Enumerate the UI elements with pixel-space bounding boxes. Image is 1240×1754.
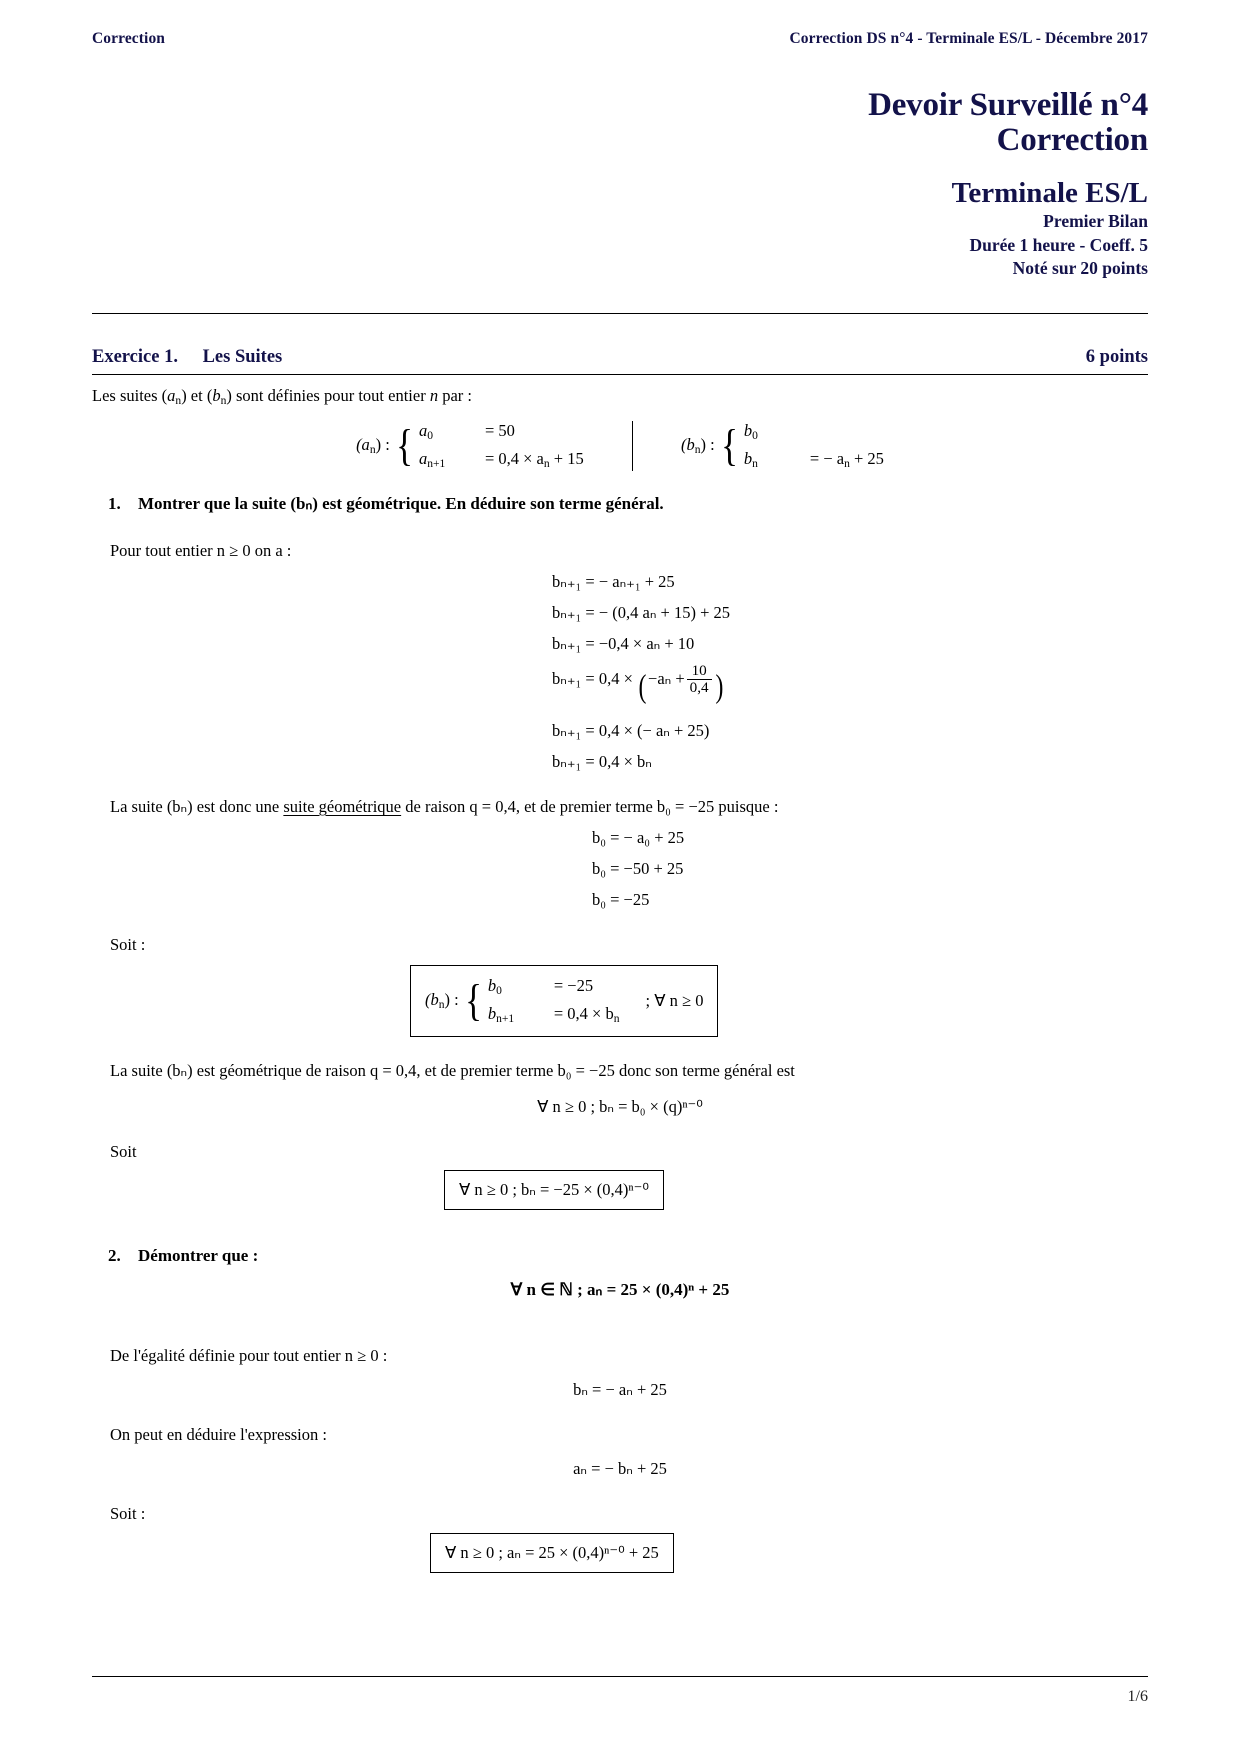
system-a-label: $(a_n)$ :	[356, 435, 390, 457]
boxed-system-suffix: ; ∀ n ≥ 0	[645, 990, 704, 1010]
brace-a: {	[395, 421, 413, 471]
exercise-heading-left	[92, 347, 282, 368]
exercise-number: Exercice 1.	[92, 347, 178, 367]
system-b-label: $(b_n)$ :	[681, 435, 715, 457]
page-number: 1/6	[1127, 1688, 1148, 1705]
q1-conclusion-a: La suite (bₙ) est donc une	[110, 797, 284, 817]
q1-eq-4-inner: −aₙ +	[648, 668, 685, 688]
q1-boxed-result: ∀ n ≥ 0 ; bₙ = −25 × (0,4)ⁿ⁻⁰	[444, 1170, 664, 1210]
intro-text-a: Les suites (	[92, 386, 168, 405]
q1-general-formula: ∀ n ≥ 0 ; bₙ = b₀ × (q)ⁿ⁻⁰	[537, 1096, 703, 1116]
q2-eq-1: bₙ = − aₙ + 25	[573, 1379, 667, 1399]
q1-eq-6: bₙ₊₁ = 0,4 × bₙ	[552, 752, 652, 772]
system-a-rows	[419, 418, 584, 474]
exercise-divider	[92, 374, 1148, 375]
q2-soit: Soit :	[110, 1503, 146, 1523]
q1-conclusion-b: de raison q = 0,4, et de premier terme b₀ = −25 puisque :	[401, 797, 779, 817]
question-2-number: 2.	[108, 1245, 121, 1265]
title-subtitle	[92, 210, 1148, 280]
title-line-2: Correction	[996, 121, 1148, 158]
system-b-rows	[744, 418, 884, 474]
boxed-system-row-2: $b_{n+1}$ = $0,4 \times b_n$	[487, 1003, 620, 1025]
boxed-system	[410, 965, 718, 1037]
q1-b0-eq-3: b₀ = −25	[592, 889, 650, 909]
q1-b0-computation	[92, 826, 1148, 912]
q1-boxed-result-wrapper	[444, 1170, 1148, 1210]
brace-boxed: {	[464, 976, 482, 1026]
q1-b0-eq-2: b₀ = −50 + 25	[592, 858, 684, 878]
boxed-system-row-1: $b_0$ = −25	[487, 975, 594, 997]
fraction: $\frac{10}{0,4}$	[687, 663, 712, 697]
running-header	[92, 30, 1148, 48]
q2-boxed-result: ∀ n ≥ 0 ; aₙ = 25 × (0,4)ⁿ⁻⁰ + 25	[430, 1533, 674, 1573]
brace-b: {	[720, 421, 738, 471]
q1-soit-2: Soit	[110, 1141, 137, 1161]
title-sub-2: Durée 1 heure - Coeff. 5	[969, 234, 1148, 255]
question-2-text: Démontrer que :	[138, 1245, 259, 1265]
intro-text-b: ) et (	[181, 386, 213, 405]
running-header-right: Correction DS n°4 - Terminale ES/L - Décembre 2017	[789, 30, 1148, 47]
question-2	[108, 1244, 1148, 1269]
q1-tail-sentence: La suite (bₙ) est géométrique de raison q = 0,4, et de premier terme b₀ = −25 donc son terme général est	[110, 1060, 795, 1080]
q2-boxed-result-wrapper	[430, 1533, 1148, 1573]
system-a-row-1: $a_0$ = 50	[418, 420, 515, 443]
system-b	[681, 418, 884, 474]
q1-eq-1: bₙ₊₁ = − aₙ₊₁ + 25	[552, 571, 675, 591]
title-block	[92, 88, 1148, 280]
q2-line-2: On peut en déduire l'expression :	[110, 1424, 327, 1444]
q2-statement: ∀ n ∈ ℕ ; aₙ = 25 × (0,4)ⁿ + 25	[510, 1280, 730, 1300]
running-header-left: Correction	[92, 30, 166, 47]
system-b-row-1: $b_0$	[743, 420, 758, 443]
system-b-row-2: $b_n$ = − $a_n + 25$	[743, 449, 884, 471]
paren-open: (	[638, 669, 647, 706]
q1-lead: Pour tout entier n ≥ 0 on a :	[110, 540, 292, 560]
q1-eq-2: bₙ₊₁ = − (0,4 aₙ + 15) + 25	[552, 602, 731, 622]
intro-text-c: ) sont définies pour tout entier	[226, 386, 430, 405]
q1-derivation	[92, 570, 1148, 774]
sequence-definitions	[92, 418, 1148, 474]
exercise-name: Les Suites	[202, 347, 283, 367]
header-divider	[92, 313, 1148, 314]
q1-conclusion-underline: suite géométrique	[283, 797, 402, 817]
title-sub-3: Noté sur 20 points	[1012, 257, 1148, 278]
question-1-number: 1.	[108, 494, 121, 514]
q2-eq-2: aₙ = − bₙ + 25	[573, 1458, 667, 1478]
q1-eq-3: bₙ₊₁ = −0,4 × aₙ + 10	[552, 633, 695, 653]
boxed-system-label: $(b_n)$ :	[425, 989, 459, 1011]
footer-divider	[92, 1676, 1148, 1677]
intro-text-d: par :	[438, 386, 472, 405]
paren-close: )	[715, 669, 724, 706]
q1-eq-5: bₙ₊₁ = 0,4 × (− aₙ + 25)	[552, 721, 710, 741]
q2-line-1: De l'égalité définie pour tout entier n ≥ 0 :	[110, 1345, 388, 1365]
q1-soit-1: Soit :	[110, 934, 146, 954]
q1-eq-4	[92, 663, 1148, 713]
question-1-text: Montrer que la suite (bₙ) est géométrique. En déduire son terme général.	[138, 494, 664, 514]
q1-b0-eq-1: b₀ = − a₀ + 25	[592, 827, 685, 847]
system-separator	[632, 421, 633, 471]
title-line-1: Devoir Surveillé n°4	[868, 87, 1148, 123]
exercise-heading	[92, 347, 1148, 368]
system-a	[356, 418, 584, 474]
title-sub-1: Premier Bilan	[1043, 211, 1148, 232]
boxed-system-wrapper	[410, 965, 1148, 1037]
q1-eq-4-prefix: bₙ₊₁ = 0,4 ×	[552, 668, 633, 688]
q1-conclusion	[110, 795, 1148, 819]
system-a-row-2: $a_{n+1}$ = $0,4 \times a_n + 15$	[418, 449, 584, 471]
document-title	[92, 88, 1148, 158]
exercise-points: 6 points	[1085, 347, 1148, 367]
title-level: Terminale ES/L	[951, 176, 1148, 209]
exercise-body	[92, 384, 1148, 1573]
question-1	[108, 492, 1148, 517]
intro-sentence: Les suites $(a_n)$ et $(b_n)$ sont définies pour tout entier n par :	[92, 386, 472, 408]
